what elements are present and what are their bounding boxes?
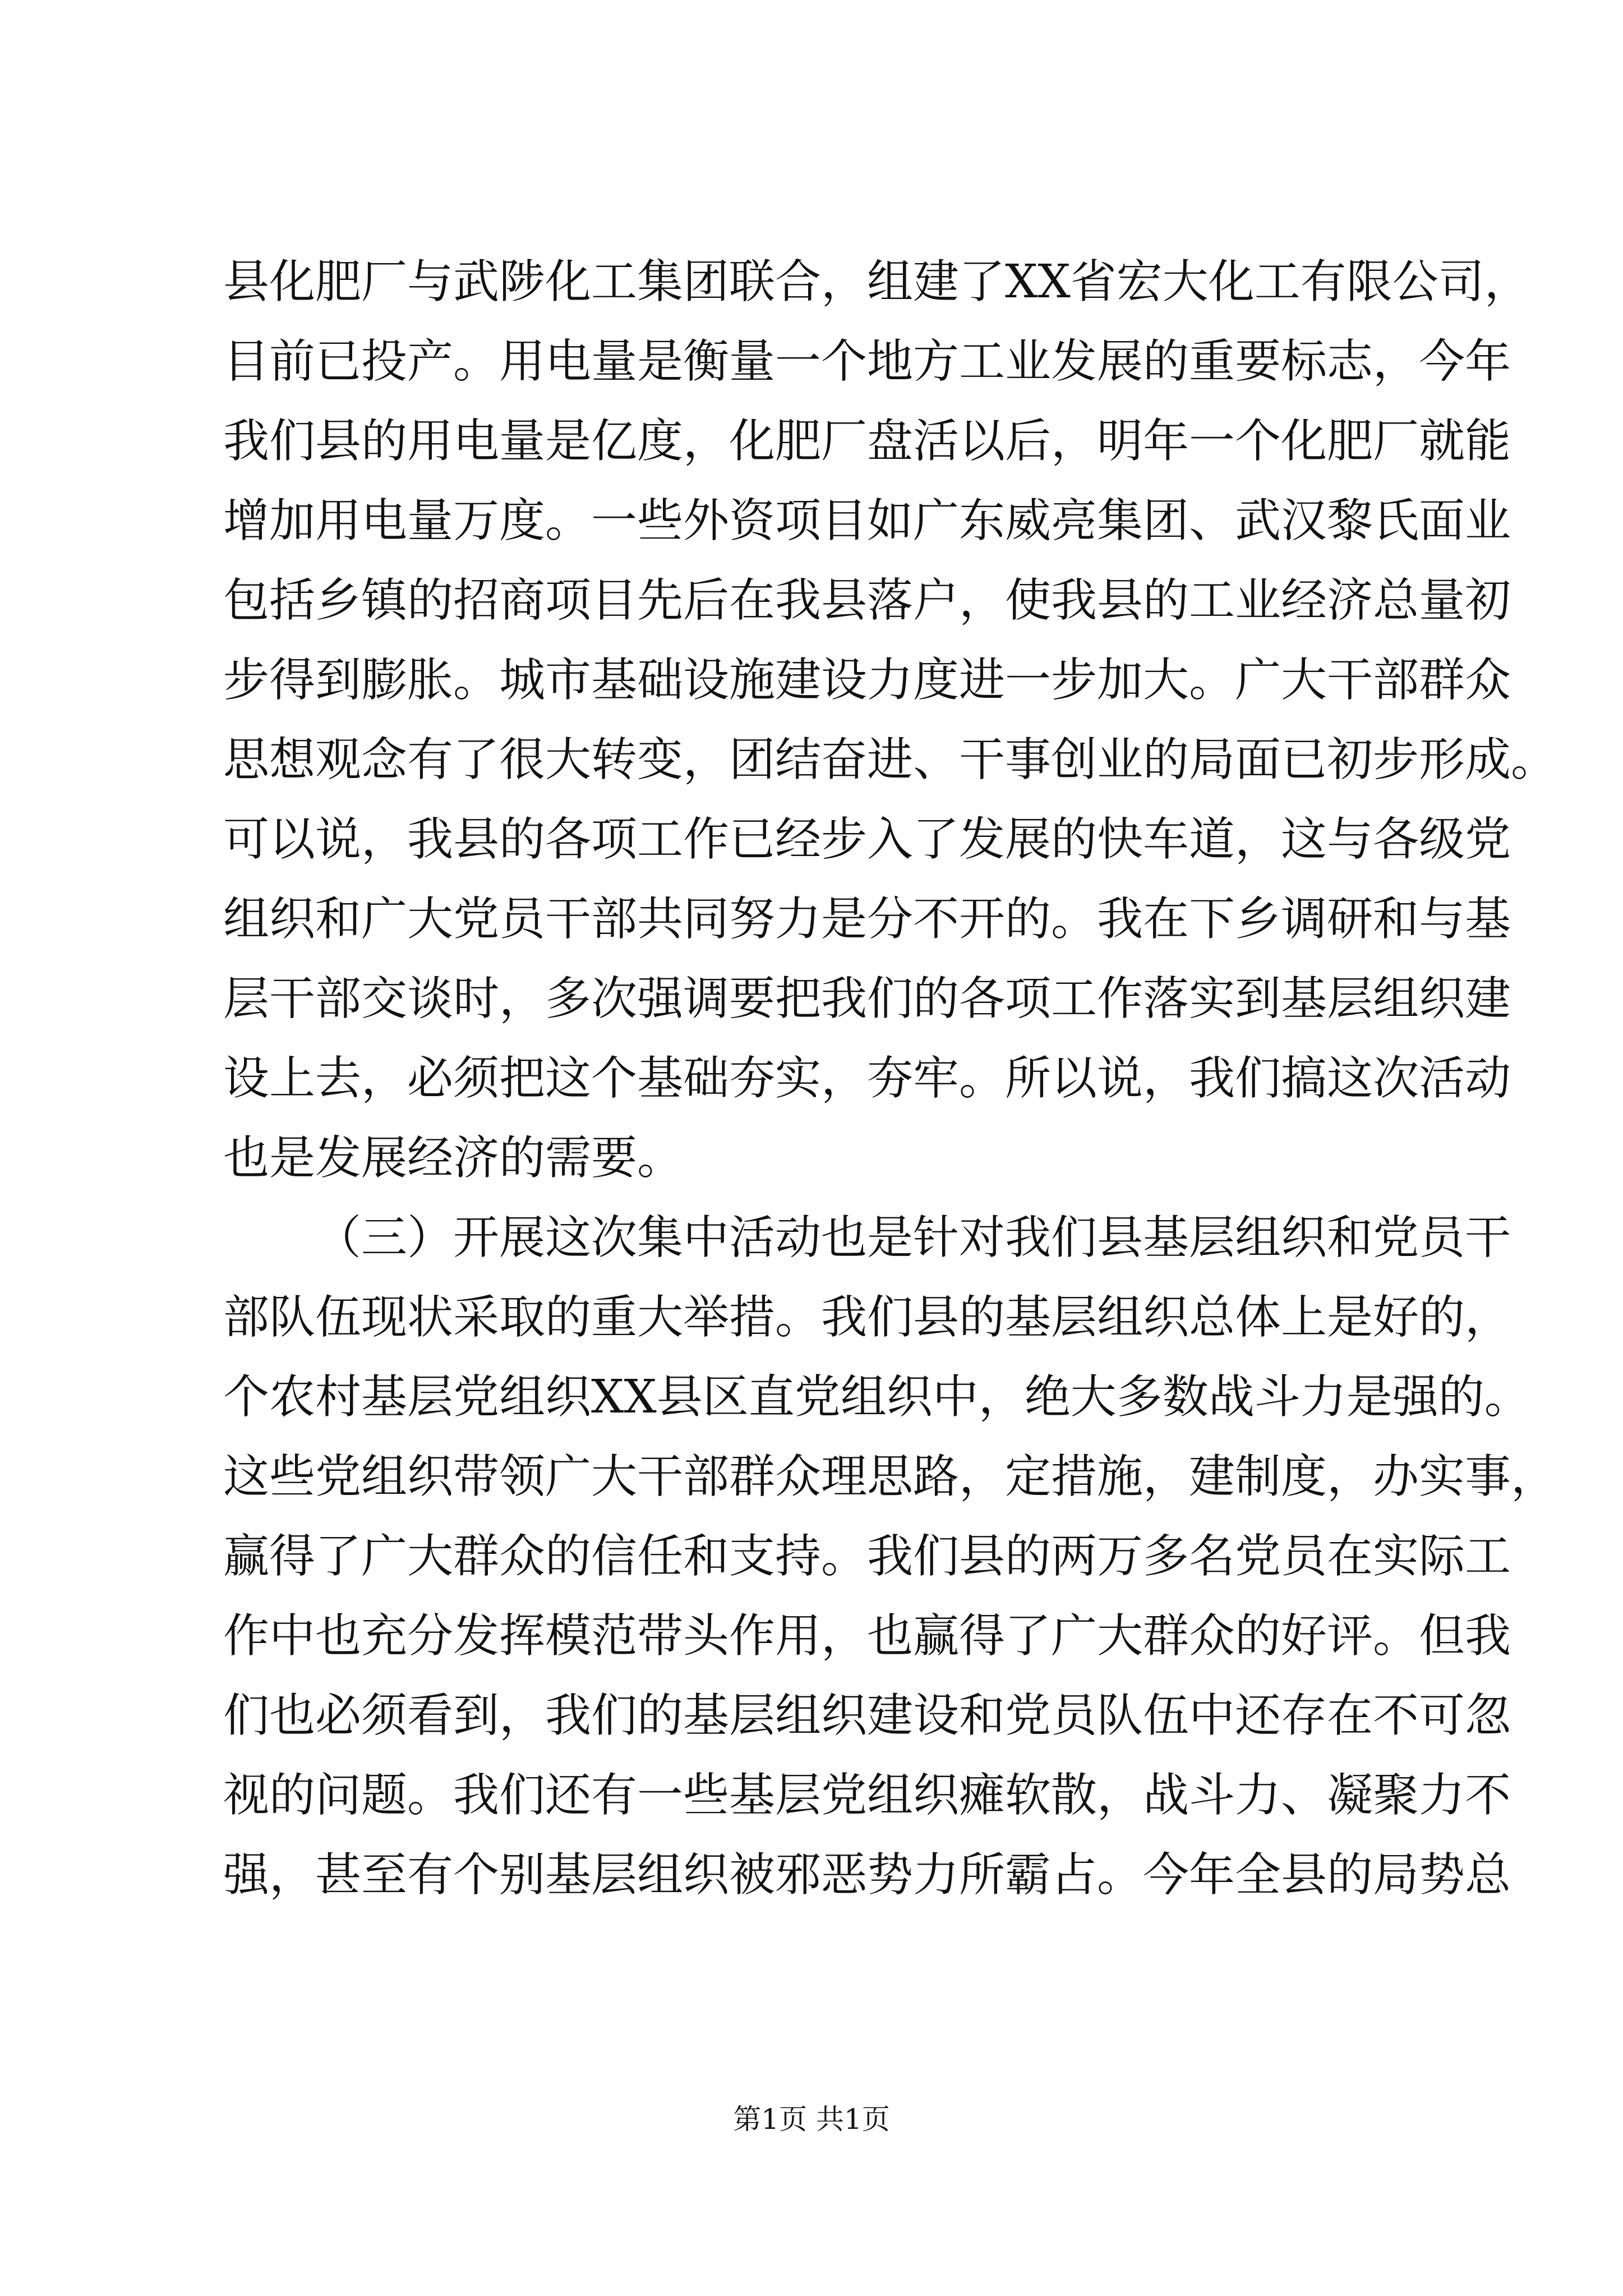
text-line: 思想观念有了很大转变，团结奋进、干事创业的局面已初步形成。 <box>223 733 1557 786</box>
text-line: 个农村基层党组织XX县区直党组织中，绝大多数战斗力是强的。 <box>223 1370 1530 1424</box>
text-line: 层干部交谈时，多次强调要把我们的各项工作落实到基层组织建 <box>223 972 1511 1025</box>
text-line: 增加用电量万度。一些外资项目如广东威亮集团、武汉黎氏面业 <box>223 494 1511 547</box>
paragraph-start-line: （三）开展这次集中活动也是针对我们县基层组织和党员干 <box>315 1211 1511 1264</box>
text-line: 们也必须看到，我们的基层组织建设和党员队伍中还存在不可忽 <box>223 1689 1511 1742</box>
text-line: 赢得了广大群众的信任和支持。我们县的两万多名党员在实际工 <box>223 1530 1511 1583</box>
text-line: 目前已投产。用电量是衡量一个地方工业发展的重要标志，今年 <box>223 335 1511 388</box>
text-line: 包括乡镇的招商项目先后在我县落户，使我县的工业经济总量初 <box>223 574 1511 627</box>
page-footer <box>0 2097 1623 2137</box>
text-line: 设上去，必须把这个基础夯实，夯牢。所以说，我们搞这次活动 <box>223 1052 1511 1105</box>
text-line: 县化肥厂与武陟化工集团联合，组建了XX省宏大化工有限公司， <box>223 255 1530 309</box>
text-line: 组织和广大党员干部共同努力是分不开的。我在下乡调研和与基 <box>223 892 1511 946</box>
text-line: 我们县的用电量是亿度，化肥厂盘活以后，明年一个化肥厂就能 <box>223 415 1511 468</box>
text-line: 也是发展经济的需要。 <box>223 1131 684 1185</box>
text-line: 可以说，我县的各项工作已经步入了发展的快车道，这与各级党 <box>223 813 1511 866</box>
text-line: 视的问题。我们还有一些基层党组织瘫软散，战斗力、凝聚力不 <box>223 1769 1511 1822</box>
text-line: 强，甚至有个别基层组织被邪恶势力所霸占。今年全县的局势总 <box>223 1848 1511 1902</box>
text-line: 作中也充分发挥模范带头作用，也赢得了广大群众的好评。但我 <box>223 1609 1511 1663</box>
text-line: 部队伍现状采取的重大举措。我们县的基层组织总体上是好的， <box>223 1291 1511 1344</box>
text-line: 步得到膨胀。城市基础设施建设力度进一步加大。广大干部群众 <box>223 654 1511 707</box>
document-body <box>223 242 1557 1915</box>
text-line: 这些党组织带领广大干部群众理思路，定措施，建制度，办实事， <box>223 1450 1557 1503</box>
page-number-label: 第1页 共1页 <box>733 2103 890 2136</box>
